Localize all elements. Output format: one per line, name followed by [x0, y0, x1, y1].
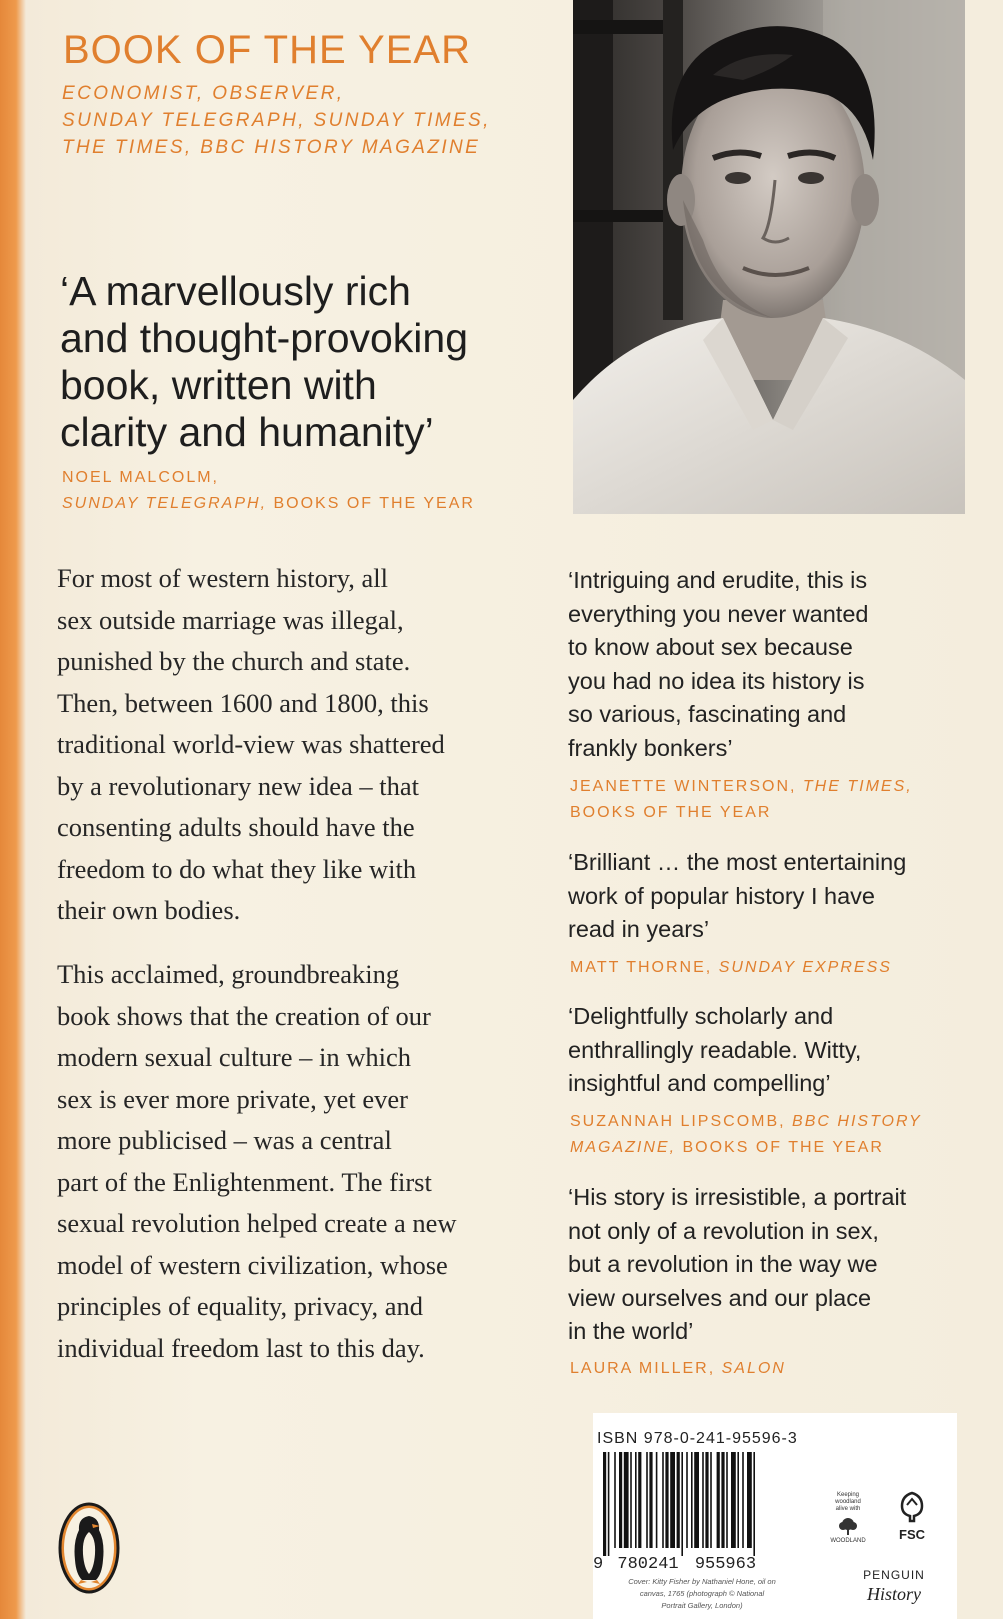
barcode-bar [603, 1452, 606, 1556]
review-line: enthrallingly readable. Witty, [568, 1036, 862, 1063]
blurb-line: principles of equality, privacy, and [57, 1291, 423, 1321]
barcode-digit-first: 9 [593, 1555, 604, 1574]
lead-quote-line: clarity and humanity’ [60, 409, 434, 455]
blurb-line: sex is ever more private, yet ever [57, 1083, 408, 1114]
fsc-label: FSC [899, 1527, 925, 1542]
review-line: everything you never wanted [568, 600, 869, 627]
barcode-bar [670, 1452, 675, 1548]
barcode-bar [753, 1452, 755, 1556]
review-attribution-3 [570, 1109, 990, 1161]
review-line: in the world’ [568, 1318, 694, 1344]
barcode-bar [721, 1452, 724, 1548]
lead-quote-line: and thought-provoking [60, 315, 469, 361]
accolade-source-line: ECONOMIST, OBSERVER, [62, 83, 345, 104]
blurb-line: punished by the church and state. [57, 646, 411, 676]
review-line: frankly bonkers’ [568, 734, 733, 761]
review-publication: MAGAZINE, [570, 1139, 677, 1156]
barcode-bar [635, 1452, 637, 1548]
author-photo [573, 0, 965, 514]
blurb-line: Then, between 1600 and 1800, this [57, 687, 429, 718]
review-publication: SUNDAY EXPRESS [718, 959, 892, 976]
barcode-bar [608, 1452, 610, 1556]
blurb-line: book shows that the creation of our [57, 1000, 431, 1031]
review-author: JEANETTE WINTERSON, [570, 778, 797, 795]
blurb-line: freedom to do what they like with [57, 853, 417, 884]
barcode-digits [593, 1555, 803, 1574]
review-author: SUZANNAH LIPSCOMB, [570, 1113, 786, 1130]
accolade-source-line: THE TIMES, BBC HISTORY MAGAZINE [62, 137, 481, 158]
review-quote-2 [568, 846, 983, 947]
accolade-title: BOOK OF THE YEAR [63, 28, 471, 72]
review-quote-1 [568, 564, 983, 765]
publisher-name: PENGUIN [863, 1568, 925, 1582]
review-author: MATT THORNE, [570, 959, 713, 976]
barcode-bar [662, 1452, 664, 1548]
barcode-bar [694, 1452, 699, 1548]
lead-quote-publication: SUNDAY TELEGRAPH, [62, 495, 268, 512]
review-line: ‘Brilliant … the most entertaining [568, 849, 907, 875]
review-line: view ourselves and our place [568, 1284, 872, 1311]
barcode-icon [603, 1452, 803, 1556]
blurb-line: individual freedom last to this day. [57, 1332, 425, 1363]
barcode-bar [656, 1452, 658, 1548]
blurb-line: modern sexual culture – in which [57, 1042, 411, 1072]
review-line: to know about sex because [568, 634, 853, 660]
review-publication: SALON [721, 1360, 786, 1377]
woodland-text: woodland [835, 1499, 861, 1505]
lead-quote-section: BOOKS OF THE YEAR [273, 495, 475, 512]
isbn: ISBN 978-0-241-95596-3 [597, 1430, 798, 1447]
review-line: so various, fascinating and [568, 701, 847, 727]
accolade-sources [62, 80, 542, 161]
barcode-bar [677, 1452, 680, 1548]
series-name: History [867, 1584, 921, 1604]
blurb-line: sexual revolution helped create a new [57, 1208, 457, 1238]
blurb-paragraph-2 [57, 954, 537, 1369]
barcode-bar [705, 1452, 708, 1548]
lead-quote-author: NOEL MALCOLM, [62, 469, 219, 486]
woodland-trust-logo [823, 1492, 873, 1545]
review-publication: THE TIMES, [802, 778, 913, 795]
barcode-bar [691, 1452, 693, 1548]
review-line: ‘Intriguing and erudite, this is [568, 567, 868, 593]
barcode-bar [619, 1452, 622, 1548]
blurb-line: their own bodies. [57, 895, 241, 925]
fsc-tree-icon [895, 1490, 929, 1524]
review-line: not only of a revolution in sex, [568, 1217, 879, 1244]
review-section: BOOKS OF THE YEAR [570, 804, 772, 821]
review-attribution-1 [570, 774, 990, 826]
author-photo-image [573, 0, 965, 514]
barcode-bar [630, 1452, 632, 1548]
barcode-bar [665, 1452, 668, 1548]
woodland-text: Keeping [836, 1492, 860, 1498]
review-line: ‘His story is irresistible, a portrait [568, 1184, 907, 1210]
barcode-bar [710, 1452, 712, 1548]
review-line: you had no idea its history is [568, 667, 865, 694]
barcode-bar [747, 1452, 752, 1548]
barcode-bar [726, 1452, 728, 1548]
lead-quote-attribution [62, 465, 562, 517]
blurb-line: This acclaimed, groundbreaking [57, 959, 400, 989]
blurb-line: more publicised – was a central [57, 1125, 392, 1155]
review-quote-4 [568, 1181, 983, 1349]
review-line: read in years’ [568, 916, 710, 942]
review-attribution-4 [570, 1356, 990, 1382]
blurb-paragraph-1 [57, 558, 537, 932]
blurb-line: consenting adults should have the [57, 812, 415, 842]
barcode-bar [742, 1452, 744, 1548]
blurb-line: part of the Enlightenment. The first [57, 1166, 432, 1197]
barcode-bar [681, 1452, 683, 1556]
barcode-bar [717, 1452, 720, 1548]
barcode-bar [646, 1452, 648, 1548]
fsc-logo [885, 1490, 939, 1542]
review-line: but a revolution in the way we [568, 1251, 878, 1277]
review-quote-3 [568, 1000, 983, 1101]
barcode-digits-right: 955963 [694, 1555, 757, 1574]
lead-quote-source [62, 491, 562, 517]
barcode-bar [737, 1452, 739, 1548]
review-line: ‘Delightfully scholarly and [568, 1003, 834, 1029]
blurb-line: by a revolutionary new idea – that [57, 770, 420, 801]
blurb-line: sex outside marriage was illegal, [57, 604, 404, 635]
lead-quote-line: ‘A marvellously rich [60, 268, 411, 314]
review-publication: BBC HISTORY [792, 1113, 922, 1130]
barcode-bar [686, 1452, 688, 1548]
barcode-bar [731, 1452, 736, 1548]
barcode-digits-left: 780241 [617, 1555, 679, 1574]
review-author: LAURA MILLER, [570, 1360, 716, 1377]
cover-credit [597, 1576, 807, 1612]
barcode-bar [638, 1452, 641, 1548]
review-line: insightful and compelling’ [568, 1070, 831, 1096]
woodland-name: WOODLAND [830, 1538, 866, 1544]
barcode-bar [649, 1452, 652, 1548]
barcode-bar [614, 1452, 616, 1548]
blurb-line: For most of western history, all [57, 563, 388, 593]
cover-credit-line: Portrait Gallery, London) [661, 1601, 743, 1610]
barcode-bar [702, 1452, 704, 1548]
lead-quote-line: book, written with [60, 362, 377, 408]
penguin-logo-icon [58, 1502, 120, 1594]
review-line: work of popular history I have [568, 882, 875, 909]
accolade-source-line: SUNDAY TELEGRAPH, SUNDAY TIMES, [62, 110, 491, 131]
review-section: BOOKS OF THE YEAR [682, 1139, 884, 1156]
lead-quote [60, 268, 560, 456]
woodland-text: alive with [835, 1506, 861, 1512]
blurb-line: model of western civilization, whose [57, 1249, 448, 1280]
cover-credit-line: canvas, 1765 (photograph © National [639, 1589, 765, 1598]
barcode-bar [624, 1452, 629, 1548]
blurb-line: traditional world-view was shattered [57, 729, 445, 759]
review-attribution-2 [570, 955, 990, 981]
tree-icon [838, 1517, 858, 1535]
cover-credit-line: Cover: Kitty Fisher by Nathaniel Hone, oil on [628, 1577, 776, 1586]
